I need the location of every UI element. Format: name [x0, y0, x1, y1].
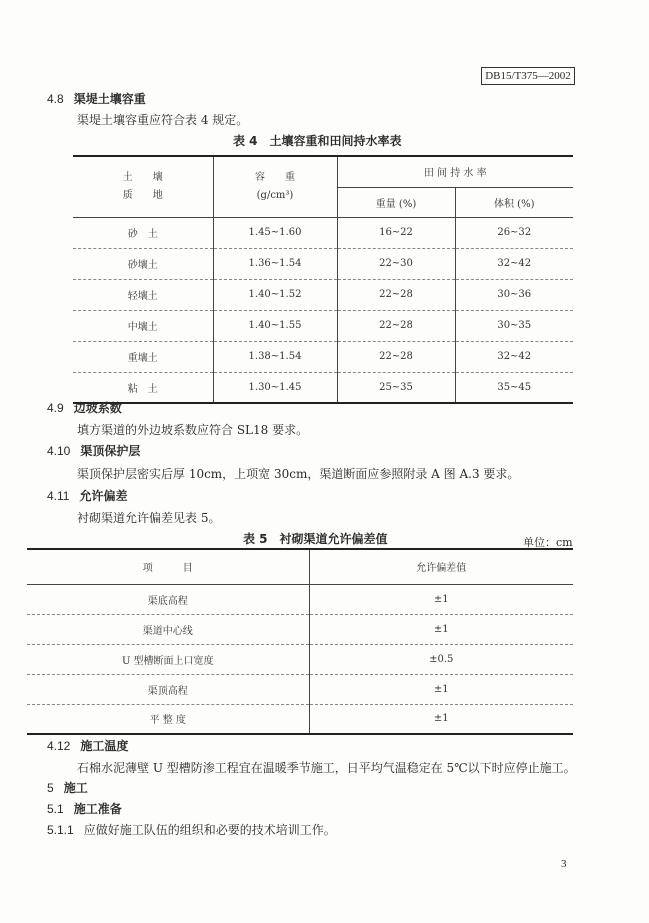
- section-4-9-body: 填方渠道的外边坡系数应符合 SL18 要求。: [77, 423, 309, 437]
- cell-weight: 22~28: [337, 310, 455, 341]
- table-row: [73, 279, 573, 310]
- section-4-12-heading: [47, 738, 128, 754]
- section-title: 施工温度: [80, 739, 129, 753]
- section-number: 4.8: [47, 92, 64, 106]
- table4-header-soil: 土 壤 质 地: [73, 156, 213, 217]
- section-4-11-body: 衬砌渠道允许偏差见表 5。: [77, 511, 221, 525]
- table5-unit: 单位：cm: [523, 536, 573, 549]
- cell-weight: 25~35: [337, 372, 455, 403]
- cell-soil: 轻壤土: [73, 279, 213, 310]
- cell-volume: 30~36: [455, 279, 573, 310]
- table-row: [27, 674, 573, 704]
- cell-density: 1.40~1.52: [213, 279, 337, 310]
- section-number: 5.1.1: [47, 823, 74, 837]
- cell-volume: 35~45: [455, 372, 573, 403]
- cell-density: 1.38~1.54: [213, 341, 337, 372]
- section-number: 4.12: [47, 739, 71, 753]
- section-5-heading: [47, 780, 88, 796]
- cell-weight: 16~22: [337, 217, 455, 248]
- table-row: [73, 341, 573, 372]
- cell-tolerance: ±0.5: [309, 644, 573, 674]
- cell-item: 渠底高程: [27, 584, 309, 614]
- section-title: 施工准备: [73, 802, 122, 816]
- lining-tolerance-table: [27, 548, 573, 735]
- table-row: [27, 614, 573, 644]
- cell-weight: 22~30: [337, 248, 455, 279]
- cell-soil: 粘 土: [73, 372, 213, 403]
- cell-soil: 砂壤土: [73, 248, 213, 279]
- cell-volume: 32~42: [455, 341, 573, 372]
- table4-caption: 表 4 土壤容重和田间持水率表: [233, 134, 402, 148]
- table-row: [27, 644, 573, 674]
- section-title: 渠堤土壤容重: [73, 92, 146, 106]
- cell-weight: 22~28: [337, 279, 455, 310]
- table4-header-weight: 重量 (%): [337, 187, 455, 217]
- soil-density-table: [73, 155, 573, 404]
- section-4-9-heading: [47, 400, 122, 416]
- section-title: 施工: [63, 781, 88, 795]
- section-4-12-body: 石棉水泥薄壁 U 型槽防渗工程宜在温暖季节施工，日平均气温稳定在 5℃以下时应停止施工。: [77, 761, 576, 775]
- section-body: 应做好施工队伍的组织和必要的技术培训工作。: [83, 823, 336, 837]
- cell-density: 1.45~1.60: [213, 217, 337, 248]
- section-title: 边坡系数: [73, 401, 122, 415]
- section-4-11-heading: [47, 488, 127, 504]
- table4-header-water-capacity: 田 间 持 水 率: [423, 168, 487, 180]
- section-number: 5.1: [47, 802, 64, 816]
- table4-header-density: 容 重 (g/cm³): [213, 156, 337, 217]
- section-5-1-heading: [47, 801, 122, 817]
- cell-volume: 26~32: [455, 217, 573, 248]
- document-code: DB15/T375—2002: [481, 67, 575, 85]
- cell-tolerance: ±1: [309, 614, 573, 644]
- cell-soil: 砂 土: [73, 217, 213, 248]
- cell-density: 1.40~1.55: [213, 310, 337, 341]
- section-4-8-body: 渠堤土壤容重应符合表 4 规定。: [77, 113, 249, 127]
- cell-tolerance: ±1: [309, 704, 573, 734]
- section-number: 4.9: [47, 401, 64, 415]
- table5-caption: 表 5 衬砌渠道允许偏差值: [243, 532, 388, 546]
- section-number: 5: [47, 781, 54, 795]
- cell-density: 1.36~1.54: [213, 248, 337, 279]
- table5-header-item: 项 目: [27, 549, 309, 584]
- table-row: [73, 217, 573, 248]
- cell-volume: 32~42: [455, 248, 573, 279]
- table-row: [27, 584, 573, 614]
- cell-item: U 型槽断面上口宽度: [27, 644, 309, 674]
- section-number: 4.10: [47, 444, 71, 458]
- cell-tolerance: ±1: [309, 584, 573, 614]
- cell-tolerance: ±1: [309, 674, 573, 704]
- section-4-8-heading: [47, 91, 146, 107]
- section-4-10-heading: [47, 443, 140, 459]
- section-title: 渠顶保护层: [80, 444, 141, 458]
- table-row: [73, 248, 573, 279]
- table5-header-tolerance: 允许偏差值: [416, 563, 467, 575]
- cell-soil: 中壤土: [73, 310, 213, 341]
- table-row: [73, 372, 573, 403]
- section-5-1-1: [47, 822, 336, 838]
- table-row: [73, 310, 573, 341]
- cell-soil: 重壤土: [73, 341, 213, 372]
- cell-volume: 30~35: [455, 310, 573, 341]
- cell-density: 1.30~1.45: [213, 372, 337, 403]
- cell-item: 平 整 度: [27, 704, 309, 734]
- section-title: 允许偏差: [79, 489, 128, 503]
- section-number: 4.11: [47, 489, 70, 503]
- table-row: [27, 704, 573, 734]
- cell-item: 渠道中心线: [27, 614, 309, 644]
- page-number: 3: [561, 858, 567, 870]
- table4-header-volume: 体积 (%): [455, 187, 573, 217]
- cell-item: 渠顶高程: [27, 674, 309, 704]
- cell-weight: 22~28: [337, 341, 455, 372]
- section-4-10-body: 渠顶保护层密实后厚 10cm，上项宽 30cm，渠道断面应参照附录 A 图 A.3 要求。: [77, 467, 520, 481]
